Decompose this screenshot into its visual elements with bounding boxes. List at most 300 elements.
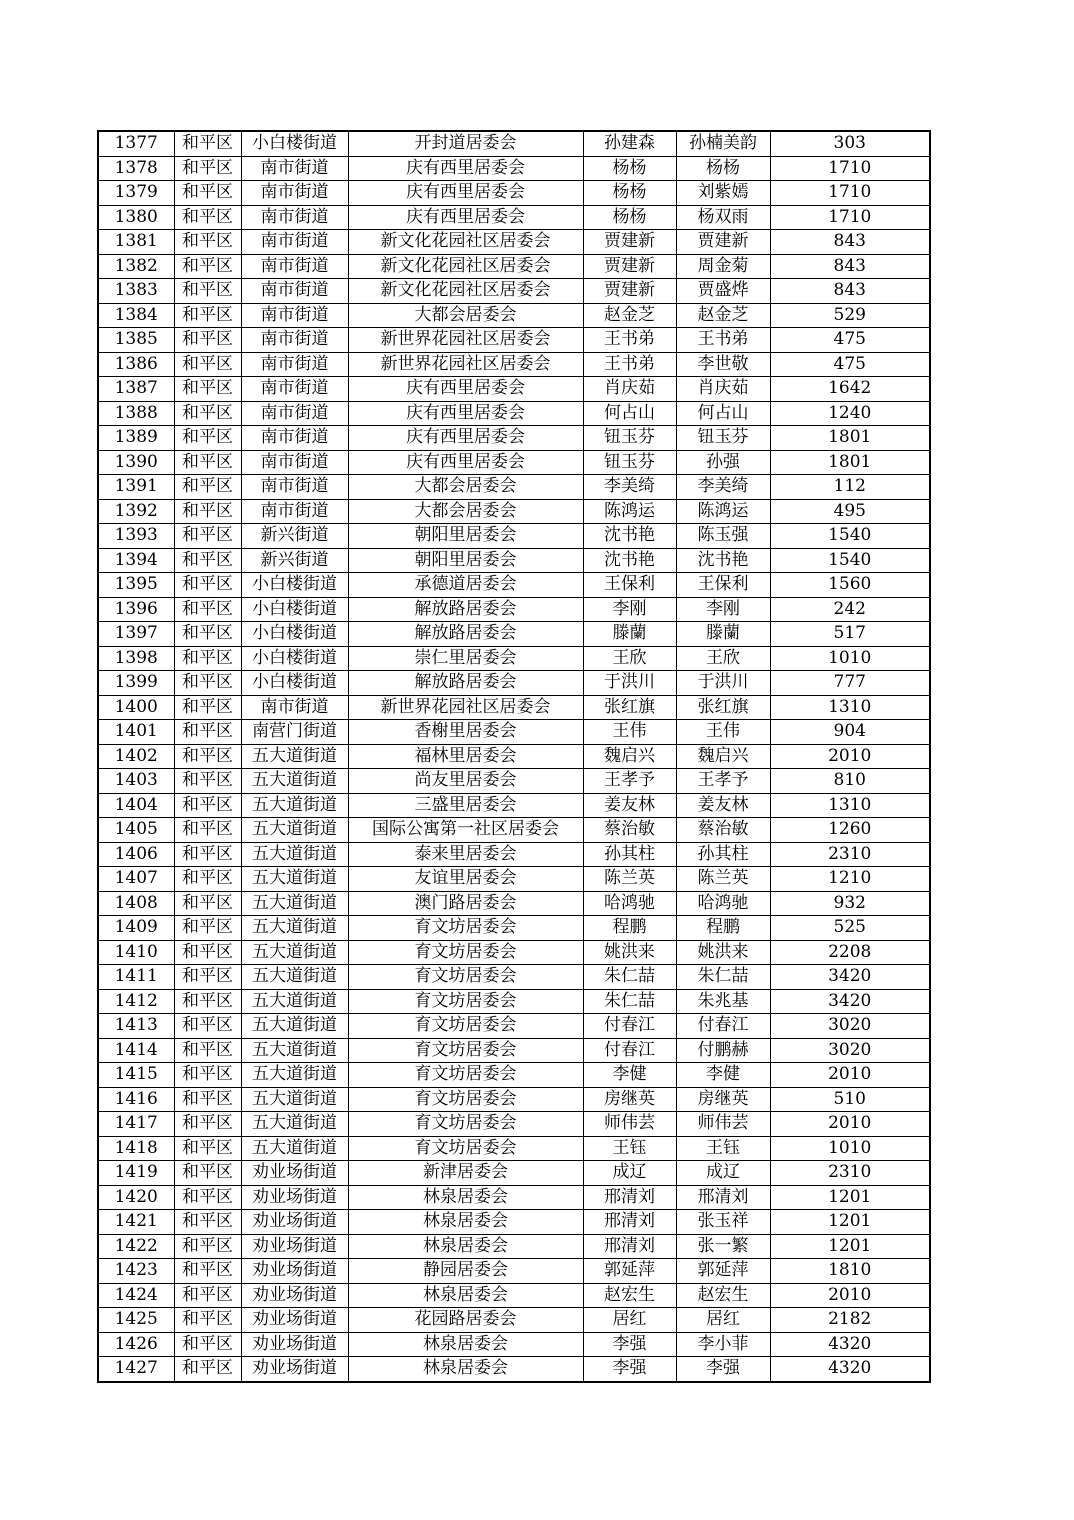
cell-seq: 1393: [98, 524, 174, 549]
cell-member: 肖庆茹: [676, 377, 770, 402]
cell-district: 和平区: [174, 597, 241, 622]
cell-seq: 1423: [98, 1259, 174, 1284]
cell-district: 和平区: [174, 254, 241, 279]
cell-district: 和平区: [174, 573, 241, 598]
cell-amount: 495: [770, 499, 930, 524]
cell-district: 和平区: [174, 867, 241, 892]
cell-amount: 1710: [770, 181, 930, 206]
cell-street: 南市街道: [241, 377, 348, 402]
cell-member: 李健: [676, 1063, 770, 1088]
cell-committee: 承德道居委会: [348, 573, 583, 598]
cell-amount: 529: [770, 303, 930, 328]
cell-committee: 新文化花园社区居委会: [348, 254, 583, 279]
cell-householder: 李刚: [583, 597, 676, 622]
table-row: [98, 818, 930, 843]
cell-member: 陈兰英: [676, 867, 770, 892]
cell-district: 和平区: [174, 279, 241, 304]
cell-street: 新兴街道: [241, 548, 348, 573]
cell-street: 劝业场街道: [241, 1283, 348, 1308]
cell-householder: 王欣: [583, 646, 676, 671]
cell-seq: 1406: [98, 842, 174, 867]
cell-member: 房继英: [676, 1087, 770, 1112]
cell-seq: 1381: [98, 230, 174, 255]
cell-seq: 1414: [98, 1038, 174, 1063]
table-row: [98, 573, 930, 598]
table-row: [98, 1112, 930, 1137]
cell-member: 姜友林: [676, 793, 770, 818]
cell-amount: 932: [770, 891, 930, 916]
cell-committee: 育文坊居委会: [348, 989, 583, 1014]
cell-committee: 庆有西里居委会: [348, 426, 583, 451]
cell-street: 南市街道: [241, 230, 348, 255]
cell-committee: 林泉居委会: [348, 1357, 583, 1382]
cell-street: 劝业场街道: [241, 1357, 348, 1382]
cell-amount: 1201: [770, 1210, 930, 1235]
cell-district: 和平区: [174, 1161, 241, 1186]
cell-district: 和平区: [174, 1087, 241, 1112]
cell-district: 和平区: [174, 1283, 241, 1308]
cell-amount: 1540: [770, 548, 930, 573]
cell-amount: 1810: [770, 1259, 930, 1284]
cell-amount: 1801: [770, 426, 930, 451]
cell-seq: 1383: [98, 279, 174, 304]
cell-member: 滕蘭: [676, 622, 770, 647]
cell-district: 和平区: [174, 475, 241, 500]
cell-member: 姚洪来: [676, 940, 770, 965]
cell-district: 和平区: [174, 548, 241, 573]
cell-householder: 杨杨: [583, 181, 676, 206]
cell-street: 小白楼街道: [241, 573, 348, 598]
table-row: [98, 499, 930, 524]
cell-street: 小白楼街道: [241, 597, 348, 622]
cell-householder: 李强: [583, 1332, 676, 1357]
cell-householder: 孙其柱: [583, 842, 676, 867]
cell-street: 劝业场街道: [241, 1210, 348, 1235]
cell-householder: 朱仁喆: [583, 989, 676, 1014]
cell-district: 和平区: [174, 205, 241, 230]
cell-member: 郭延萍: [676, 1259, 770, 1284]
table-row: [98, 475, 930, 500]
cell-committee: 庆有西里居委会: [348, 377, 583, 402]
cell-amount: 2208: [770, 940, 930, 965]
cell-householder: 沈书艳: [583, 524, 676, 549]
cell-member: 杨杨: [676, 156, 770, 181]
cell-district: 和平区: [174, 328, 241, 353]
table-row: [98, 622, 930, 647]
cell-householder: 付春江: [583, 1038, 676, 1063]
cell-amount: 2010: [770, 1283, 930, 1308]
cell-district: 和平区: [174, 1332, 241, 1357]
cell-amount: 843: [770, 279, 930, 304]
cell-amount: 1540: [770, 524, 930, 549]
cell-committee: 林泉居委会: [348, 1210, 583, 1235]
cell-committee: 新文化花园社区居委会: [348, 279, 583, 304]
cell-committee: 新津居委会: [348, 1161, 583, 1186]
cell-street: 五大道街道: [241, 916, 348, 941]
cell-street: 劝业场街道: [241, 1161, 348, 1186]
cell-seq: 1400: [98, 695, 174, 720]
table-row: [98, 205, 930, 230]
table-row: [98, 1234, 930, 1259]
cell-householder: 王书弟: [583, 352, 676, 377]
table-row: [98, 867, 930, 892]
cell-amount: 475: [770, 328, 930, 353]
cell-seq: 1419: [98, 1161, 174, 1186]
cell-amount: 1801: [770, 450, 930, 475]
table-row: [98, 916, 930, 941]
cell-householder: 肖庆茹: [583, 377, 676, 402]
table-row: [98, 965, 930, 990]
cell-householder: 赵宏生: [583, 1283, 676, 1308]
cell-district: 和平区: [174, 622, 241, 647]
cell-amount: 1210: [770, 867, 930, 892]
cell-amount: 112: [770, 475, 930, 500]
table-row: [98, 1014, 930, 1039]
cell-amount: 525: [770, 916, 930, 941]
cell-committee: 育文坊居委会: [348, 1087, 583, 1112]
cell-amount: 3020: [770, 1038, 930, 1063]
cell-seq: 1405: [98, 818, 174, 843]
cell-seq: 1396: [98, 597, 174, 622]
cell-street: 南市街道: [241, 499, 348, 524]
cell-seq: 1424: [98, 1283, 174, 1308]
cell-seq: 1402: [98, 744, 174, 769]
cell-district: 和平区: [174, 769, 241, 794]
cell-district: 和平区: [174, 450, 241, 475]
table-row: [98, 450, 930, 475]
cell-district: 和平区: [174, 818, 241, 843]
cell-amount: 1310: [770, 793, 930, 818]
cell-seq: 1392: [98, 499, 174, 524]
table-row: [98, 940, 930, 965]
cell-district: 和平区: [174, 131, 241, 156]
cell-householder: 郭延萍: [583, 1259, 676, 1284]
cell-street: 劝业场街道: [241, 1332, 348, 1357]
cell-street: 五大道街道: [241, 1136, 348, 1161]
cell-street: 五大道街道: [241, 965, 348, 990]
cell-district: 和平区: [174, 499, 241, 524]
cell-amount: 303: [770, 131, 930, 156]
cell-committee: 庆有西里居委会: [348, 181, 583, 206]
cell-seq: 1408: [98, 891, 174, 916]
cell-seq: 1420: [98, 1185, 174, 1210]
cell-member: 付春江: [676, 1014, 770, 1039]
cell-street: 五大道街道: [241, 744, 348, 769]
cell-street: 劝业场街道: [241, 1259, 348, 1284]
cell-district: 和平区: [174, 695, 241, 720]
cell-member: 沈书艳: [676, 548, 770, 573]
cell-householder: 邢清刘: [583, 1185, 676, 1210]
table-row: [98, 1210, 930, 1235]
cell-seq: 1422: [98, 1234, 174, 1259]
cell-householder: 于洪川: [583, 671, 676, 696]
cell-committee: 静园居委会: [348, 1259, 583, 1284]
cell-district: 和平区: [174, 524, 241, 549]
cell-householder: 王钰: [583, 1136, 676, 1161]
cell-member: 周金菊: [676, 254, 770, 279]
cell-street: 五大道街道: [241, 867, 348, 892]
cell-member: 成辽: [676, 1161, 770, 1186]
cell-amount: 1560: [770, 573, 930, 598]
cell-householder: 邢清刘: [583, 1234, 676, 1259]
cell-amount: 843: [770, 230, 930, 255]
cell-amount: 1710: [770, 156, 930, 181]
cell-committee: 林泉居委会: [348, 1185, 583, 1210]
cell-committee: 三盛里居委会: [348, 793, 583, 818]
cell-amount: 2010: [770, 1112, 930, 1137]
cell-street: 南市街道: [241, 475, 348, 500]
cell-householder: 陈兰英: [583, 867, 676, 892]
cell-seq: 1411: [98, 965, 174, 990]
cell-member: 孙楠美韵: [676, 131, 770, 156]
cell-street: 五大道街道: [241, 1014, 348, 1039]
table-row: [98, 695, 930, 720]
cell-amount: 510: [770, 1087, 930, 1112]
cell-committee: 育文坊居委会: [348, 940, 583, 965]
cell-district: 和平区: [174, 1185, 241, 1210]
cell-amount: 1642: [770, 377, 930, 402]
cell-street: 南市街道: [241, 352, 348, 377]
cell-street: 南市街道: [241, 328, 348, 353]
cell-street: 五大道街道: [241, 1063, 348, 1088]
cell-committee: 澳门路居委会: [348, 891, 583, 916]
cell-amount: 1310: [770, 695, 930, 720]
table-row: [98, 1308, 930, 1333]
cell-street: 南市街道: [241, 181, 348, 206]
cell-householder: 程鹏: [583, 916, 676, 941]
cell-seq: 1407: [98, 867, 174, 892]
cell-street: 五大道街道: [241, 1038, 348, 1063]
cell-seq: 1395: [98, 573, 174, 598]
cell-committee: 育文坊居委会: [348, 1014, 583, 1039]
cell-committee: 解放路居委会: [348, 597, 583, 622]
cell-householder: 孙建森: [583, 131, 676, 156]
table-row: [98, 597, 930, 622]
cell-committee: 友谊里居委会: [348, 867, 583, 892]
cell-amount: 4320: [770, 1357, 930, 1382]
cell-member: 师伟芸: [676, 1112, 770, 1137]
cell-district: 和平区: [174, 671, 241, 696]
table-row: [98, 1136, 930, 1161]
cell-seq: 1382: [98, 254, 174, 279]
cell-committee: 大都会居委会: [348, 475, 583, 500]
cell-district: 和平区: [174, 1234, 241, 1259]
table-row: [98, 377, 930, 402]
cell-committee: 泰来里居委会: [348, 842, 583, 867]
cell-seq: 1384: [98, 303, 174, 328]
cell-member: 魏启兴: [676, 744, 770, 769]
cell-district: 和平区: [174, 965, 241, 990]
cell-committee: 国际公寓第一社区居委会: [348, 818, 583, 843]
cell-member: 王书弟: [676, 328, 770, 353]
cell-street: 南市街道: [241, 303, 348, 328]
cell-amount: 1710: [770, 205, 930, 230]
cell-district: 和平区: [174, 303, 241, 328]
cell-seq: 1379: [98, 181, 174, 206]
table-row: [98, 279, 930, 304]
table-row: [98, 720, 930, 745]
cell-amount: 1260: [770, 818, 930, 843]
cell-committee: 新世界花园社区居委会: [348, 695, 583, 720]
cell-district: 和平区: [174, 916, 241, 941]
table-row: [98, 524, 930, 549]
cell-street: 小白楼街道: [241, 131, 348, 156]
cell-amount: 2310: [770, 842, 930, 867]
cell-seq: 1427: [98, 1357, 174, 1382]
cell-member: 朱仁喆: [676, 965, 770, 990]
cell-district: 和平区: [174, 1112, 241, 1137]
table-row: [98, 401, 930, 426]
cell-seq: 1425: [98, 1308, 174, 1333]
cell-amount: 1201: [770, 1234, 930, 1259]
cell-district: 和平区: [174, 646, 241, 671]
cell-committee: 新世界花园社区居委会: [348, 328, 583, 353]
cell-street: 南市街道: [241, 401, 348, 426]
cell-householder: 杨杨: [583, 205, 676, 230]
cell-district: 和平区: [174, 352, 241, 377]
cell-member: 邢清刘: [676, 1185, 770, 1210]
cell-committee: 育文坊居委会: [348, 1136, 583, 1161]
cell-seq: 1386: [98, 352, 174, 377]
cell-householder: 贾建新: [583, 230, 676, 255]
data-table: [97, 130, 931, 1383]
cell-amount: 1010: [770, 646, 930, 671]
cell-householder: 贾建新: [583, 254, 676, 279]
table-row: [98, 989, 930, 1014]
cell-committee: 大都会居委会: [348, 303, 583, 328]
cell-seq: 1416: [98, 1087, 174, 1112]
cell-street: 小白楼街道: [241, 646, 348, 671]
cell-member: 刘紫嫣: [676, 181, 770, 206]
cell-householder: 哈鸿驰: [583, 891, 676, 916]
cell-member: 哈鸿驰: [676, 891, 770, 916]
cell-householder: 魏启兴: [583, 744, 676, 769]
cell-member: 张玉祥: [676, 1210, 770, 1235]
cell-district: 和平区: [174, 230, 241, 255]
cell-householder: 钮玉芬: [583, 426, 676, 451]
table-row: [98, 181, 930, 206]
cell-district: 和平区: [174, 1063, 241, 1088]
cell-member: 蔡治敏: [676, 818, 770, 843]
cell-householder: 李强: [583, 1357, 676, 1382]
cell-member: 孙其柱: [676, 842, 770, 867]
cell-street: 南市街道: [241, 426, 348, 451]
cell-amount: 475: [770, 352, 930, 377]
cell-seq: 1409: [98, 916, 174, 941]
cell-district: 和平区: [174, 156, 241, 181]
cell-householder: 成辽: [583, 1161, 676, 1186]
cell-member: 张一繁: [676, 1234, 770, 1259]
table-row: [98, 1063, 930, 1088]
cell-seq: 1401: [98, 720, 174, 745]
cell-amount: 777: [770, 671, 930, 696]
cell-street: 南市街道: [241, 450, 348, 475]
cell-amount: 517: [770, 622, 930, 647]
cell-district: 和平区: [174, 1014, 241, 1039]
cell-member: 王保利: [676, 573, 770, 598]
cell-seq: 1399: [98, 671, 174, 696]
table-row: [98, 842, 930, 867]
cell-member: 李美绮: [676, 475, 770, 500]
cell-street: 南市街道: [241, 695, 348, 720]
cell-member: 贾盛烨: [676, 279, 770, 304]
cell-member: 王伟: [676, 720, 770, 745]
table-row: [98, 1332, 930, 1357]
cell-member: 程鹏: [676, 916, 770, 941]
cell-member: 陈鸿运: [676, 499, 770, 524]
table-row: [98, 328, 930, 353]
cell-committee: 朝阳里居委会: [348, 524, 583, 549]
cell-householder: 蔡治敏: [583, 818, 676, 843]
cell-seq: 1413: [98, 1014, 174, 1039]
cell-householder: 王伟: [583, 720, 676, 745]
table-row: [98, 891, 930, 916]
cell-seq: 1417: [98, 1112, 174, 1137]
cell-street: 五大道街道: [241, 769, 348, 794]
cell-committee: 解放路居委会: [348, 622, 583, 647]
cell-committee: 林泉居委会: [348, 1234, 583, 1259]
cell-committee: 林泉居委会: [348, 1332, 583, 1357]
cell-committee: 育文坊居委会: [348, 916, 583, 941]
cell-householder: 钮玉芬: [583, 450, 676, 475]
table-row: [98, 671, 930, 696]
cell-amount: 904: [770, 720, 930, 745]
cell-member: 陈玉强: [676, 524, 770, 549]
cell-amount: 1010: [770, 1136, 930, 1161]
cell-street: 劝业场街道: [241, 1234, 348, 1259]
cell-amount: 4320: [770, 1332, 930, 1357]
cell-member: 李世敬: [676, 352, 770, 377]
cell-street: 五大道街道: [241, 989, 348, 1014]
cell-member: 赵宏生: [676, 1283, 770, 1308]
cell-member: 张红旗: [676, 695, 770, 720]
cell-committee: 育文坊居委会: [348, 1038, 583, 1063]
cell-member: 王钰: [676, 1136, 770, 1161]
cell-seq: 1380: [98, 205, 174, 230]
cell-seq: 1410: [98, 940, 174, 965]
cell-street: 五大道街道: [241, 1112, 348, 1137]
table-row: [98, 1185, 930, 1210]
cell-street: 劝业场街道: [241, 1308, 348, 1333]
cell-committee: 育文坊居委会: [348, 965, 583, 990]
cell-member: 杨双雨: [676, 205, 770, 230]
table-row: [98, 769, 930, 794]
cell-district: 和平区: [174, 1038, 241, 1063]
cell-committee: 庆有西里居委会: [348, 205, 583, 230]
cell-member: 李强: [676, 1357, 770, 1382]
table-row: [98, 1087, 930, 1112]
table-row: [98, 744, 930, 769]
cell-committee: 庆有西里居委会: [348, 450, 583, 475]
cell-committee: 林泉居委会: [348, 1283, 583, 1308]
cell-householder: 付春江: [583, 1014, 676, 1039]
cell-seq: 1388: [98, 401, 174, 426]
cell-committee: 崇仁里居委会: [348, 646, 583, 671]
cell-district: 和平区: [174, 401, 241, 426]
cell-member: 居红: [676, 1308, 770, 1333]
cell-householder: 沈书艳: [583, 548, 676, 573]
cell-street: 五大道街道: [241, 1087, 348, 1112]
cell-district: 和平区: [174, 377, 241, 402]
cell-householder: 姚洪来: [583, 940, 676, 965]
cell-seq: 1389: [98, 426, 174, 451]
cell-member: 朱兆基: [676, 989, 770, 1014]
cell-member: 王孝予: [676, 769, 770, 794]
cell-district: 和平区: [174, 842, 241, 867]
cell-street: 小白楼街道: [241, 622, 348, 647]
cell-householder: 邢清刘: [583, 1210, 676, 1235]
cell-committee: 解放路居委会: [348, 671, 583, 696]
